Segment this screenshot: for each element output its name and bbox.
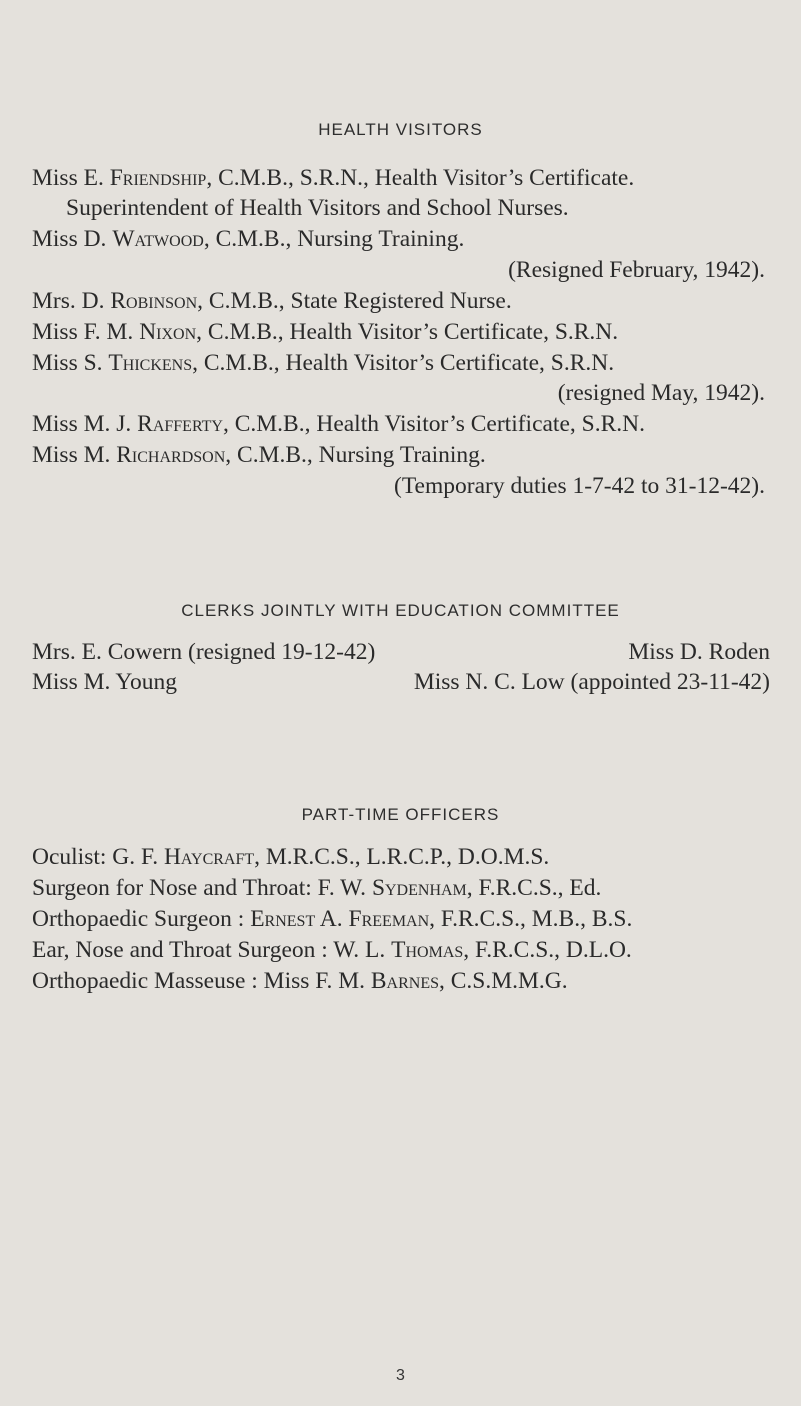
staff-entry-note: (resigned May, 1942). — [557, 380, 765, 406]
staff-entry: Miss M. Richardson, C.M.B., Nursing Training. — [32, 442, 486, 468]
staff-entry-continuation: Superintendent of Health Visitors and School Nurses. — [66, 195, 569, 221]
clerks-heading: CLERKS JOINTLY WITH EDUCATION COMMITTEE — [181, 601, 620, 620]
staff-entry: Miss D. Watwood, C.M.B., Nursing Training. — [32, 226, 465, 252]
clerk-name: Mrs. E. Cowern (resigned 19-12-42) — [32, 639, 376, 665]
staff-entry: Miss F. M. Nixon, C.M.B., Health Visitor’s Certificate, S.R.N. — [32, 319, 619, 345]
officer-entry: Orthopaedic Masseuse : Miss F. M. Barnes, C.S.M.M.G. — [32, 968, 568, 994]
clerk-name: Miss M. Young — [32, 669, 177, 695]
staff-entry-note: (Resigned February, 1942). — [508, 257, 765, 283]
staff-entry: Miss S. Thickens, C.M.B., Health Visitor’s Certificate, S.R.N. — [32, 350, 615, 376]
staff-entry: Miss M. J. Rafferty, C.M.B., Health Visitor’s Certificate, S.R.N. — [32, 411, 645, 437]
officer-entry: Surgeon for Nose and Throat: F. W. Sydenham, F.R.C.S., Ed. — [32, 875, 602, 901]
health-visitors-heading: HEALTH VISITORS — [318, 120, 483, 139]
staff-entry: Mrs. D. Robinson, C.M.B., State Registered Nurse. — [32, 288, 512, 314]
clerk-name: Miss N. C. Low (appointed 23-11-42) — [413, 669, 770, 695]
staff-entry-note: (Temporary duties 1-7-42 to 31-12-42). — [394, 473, 765, 499]
clerk-name: Miss D. Roden — [628, 639, 770, 665]
staff-entry: Miss E. Friendship, C.M.B., S.R.N., Health Visitor’s Certificate. — [32, 165, 635, 191]
page-number: 3 — [396, 1367, 405, 1384]
officer-entry: Oculist: G. F. Haycraft, M.R.C.S., L.R.C.P., D.O.M.S. — [32, 844, 550, 870]
part-time-officers-heading: PART-TIME OFFICERS — [301, 805, 500, 824]
officer-entry: Ear, Nose and Throat Surgeon : W. L. Thomas, F.R.C.S., D.L.O. — [32, 937, 632, 963]
officer-entry: Orthopaedic Surgeon : Ernest A. Freeman, F.R.C.S., M.B., B.S. — [32, 906, 633, 932]
